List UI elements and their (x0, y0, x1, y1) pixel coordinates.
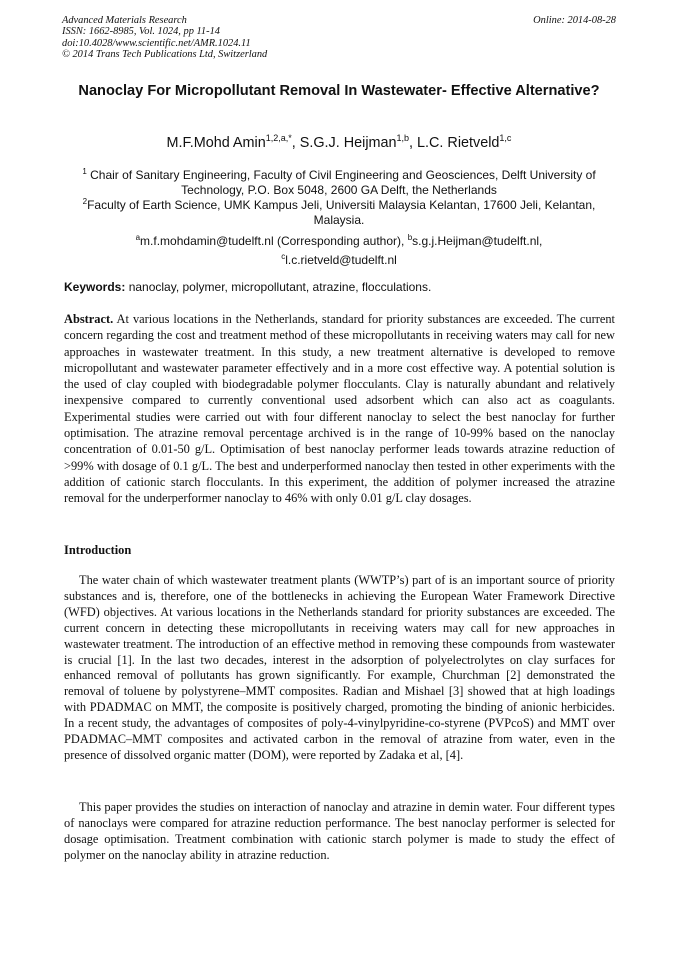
journal-doi: doi:10.4028/www.scientific.net/AMR.1024.11 (62, 37, 251, 49)
email-b: s.g.j.Heijman@tudelft.nl, (412, 234, 543, 248)
abstract-text: At various locations in the Netherlands, standard for priority substances are exceeded. The current concern regarding the cost and treatment method of these micropollutants in receiving waters may call for new approaches in wastewater treatment. In this study, a new treatment alternative is developed to remove micropollutant and wastewater parameter effectively and in a more cost effective way. A potential solution is the used of clay coupled with biodegradable polymer flocculants. Clay is naturally abundant and relatively inexpensive compared to currently conventional used adsorbent which can also act as coagulants. Experimental studies were carried out with four different nanoclay to select the best nanoclay for further optimisation. The atrazine removal percentage archived is in the range of 10-99% based on the nanoclay concentration of 0.01-50 g/L. Optimisation of best nanoclay performer leads towards atrazine reduction of >99% with dosage of 0.1 g/L. The best and underperformed nanoclay then tested in other experiments with the addition of cationic starch flocculants. In this experiment, the addition of polymer increased the atrazine removal for the underperformer nanoclay to 46% with only 0.01 g/L clay dosages. (64, 312, 615, 506)
journal-copyright: © 2014 Trans Tech Publications Ltd, Switzerland (62, 48, 268, 60)
author-separator: , (409, 134, 418, 151)
author-separator: , (291, 134, 300, 151)
introduction-paragraph-1: The water chain of which wastewater treatment plants (WWTP’s) part of is an important source of priority substances and is, therefore, one of the bottlenecks in achieving the European Water Framework Directive (WFD) objectives. At various locations in the Netherlands standard for priority substances are exceeded. The current concern in detecting these micropollutants in receiving waters may call for new approaches in wastewater treatment. The introduction of an effective method in removing these compounds from wastewater is crucial [1]. In the last two decades, interest in the adsorption of polyelectrolytes on clay surfaces for enhanced removal of pollutants has grown significantly. For example, Churchman [2] demonstrated the removal of toluene by polystyrene–MMT composites. Radian and Mishael [3] showed that at high loadings with PDADMAC on MMT, the composite is positively charged, promoting the binding of anionic herbicides. In a recent study, the advantages of composites of poly-4-vinylpyridine-co-styrene (PVPcoS) and MMT over PDADMAC–MMT composites and activated carbon in the removal of atrazine from water, even in the presence of dissolved organic matter (DOM), were reported by Zadaka et al, [4]. (64, 573, 615, 762)
affiliation-text: Faculty of Earth Science, UMK Kampus Jeli, Universiti Malaysia Kelantan, 17600 Jeli, Kelantan, Malaysia. (87, 198, 596, 227)
email-c: l.c.rietveld@tudelft.nl (285, 253, 397, 267)
author-list (60, 129, 618, 152)
author-name: M.F.Mohd Amin (166, 134, 266, 151)
journal-name: Advanced Materials Research (62, 15, 187, 26)
abstract (64, 311, 615, 507)
section-heading-introduction: Introduction (64, 543, 132, 557)
journal-header (62, 15, 616, 60)
author-superscript: 1,c (499, 133, 512, 143)
affiliation-2 (66, 194, 612, 228)
email-marker: c (281, 252, 286, 261)
email-a: m.f.mohdamin@tudelft.nl (Corresponding author), (140, 234, 408, 248)
email-marker: b (407, 233, 413, 242)
author-name: S.G.J. Heijman (299, 134, 397, 151)
author-emails (66, 230, 612, 268)
author-superscript: 1,b (396, 133, 410, 143)
keywords (64, 280, 616, 295)
affiliation-number: 1 (82, 167, 87, 176)
affiliation-text: Chair of Sanitary Engineering, Faculty of Civil Engineering and Geosciences, Delft University of Technology, P.O. Box 5048, 2600 GA Delft, the Netherlands (90, 168, 596, 197)
affiliation-number: 2 (82, 197, 88, 206)
online-date: Online: 2014-08-28 (533, 15, 616, 26)
paper-title: Nanoclay For Micropollutant Removal In Wastewater- Effective Alternative? (78, 83, 600, 99)
author-name: L.C. Rietveld (417, 134, 500, 151)
journal-issn: ISSN: 1662-8985, Vol. 1024, pp 11-14 (62, 26, 220, 38)
affiliation-1 (66, 164, 612, 198)
keywords-text: nanoclay, polymer, micropollutant, atrazine, flocculations. (125, 280, 432, 294)
introduction-paragraph-2: This paper provides the studies on interaction of nanoclay and atrazine in demin water. Four different types of nanoclays were compared for atrazine reduction performance. The best nanoclay performer is selected for dosage optimisation. Treatment combination with cationic starch polymer is made to study the effect of polymer on the nanoclay ability in atrazine reduction. (64, 800, 615, 862)
keywords-label: Keywords: (64, 280, 126, 294)
email-marker: a (135, 233, 141, 242)
abstract-label: Abstract. (64, 312, 114, 326)
author-superscript: 1,2,a,* (265, 133, 292, 143)
